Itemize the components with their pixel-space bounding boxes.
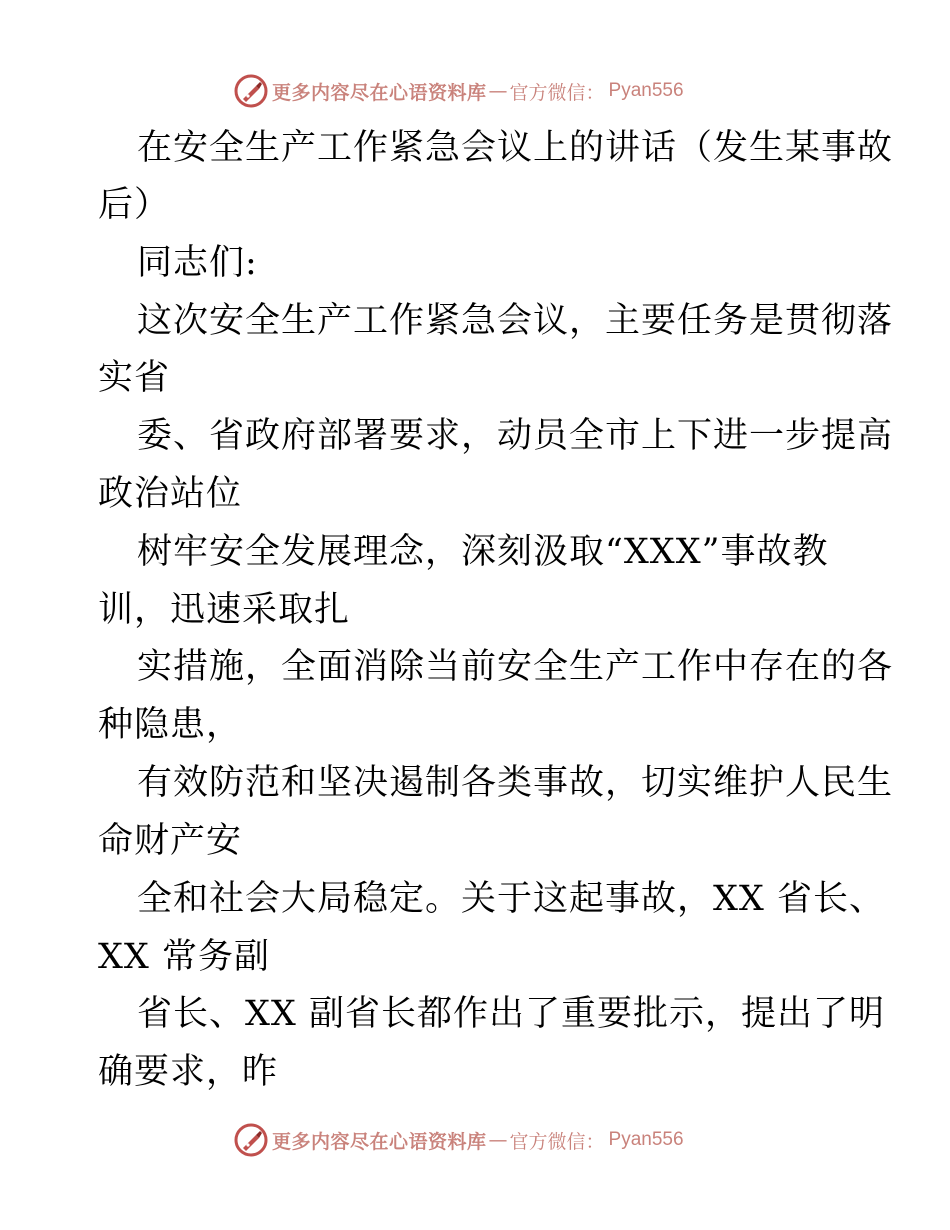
body-line: 有效防范和坚决遏制各类事故，切实维护人民生 (137, 763, 894, 803)
body-line: 训，迅速采取扎 (98, 590, 351, 630)
banner-title: 更多内容尽在心语资料库 (272, 81, 487, 104)
body-line: 省长、XX 副省长都作出了重要批示，提出了明 (137, 994, 885, 1034)
banner-wechat-label: 官方微信： (509, 81, 605, 104)
banner-dash: — (488, 80, 508, 102)
body-line: 树牢安全发展理念，深刻汲取“XXX”事故教 (137, 532, 829, 572)
banner-wechat-label: 官方微信： (509, 1130, 605, 1153)
body-line: 实省 (98, 358, 171, 398)
body-line: 政治站位 (98, 474, 243, 514)
footer-banner (234, 1122, 684, 1158)
banner-dash: — (488, 1129, 508, 1151)
body-line: 实措施，全面消除当前安全生产工作中存在的各 (137, 647, 894, 687)
body-line: 委、省政府部署要求，动员全市上下进一步提高 (137, 416, 894, 456)
header-banner (234, 73, 684, 109)
body-line: 确要求，昨 (98, 1052, 279, 1092)
body-line: 命财产安 (98, 821, 243, 861)
banner-title: 更多内容尽在心语资料库 (272, 1130, 487, 1153)
banner-wechat-id: Pyan556 (608, 1129, 684, 1150)
body-line: 这次安全生产工作紧急会议，主要任务是贯彻落 (137, 301, 894, 341)
body-line: 种隐患， (98, 705, 243, 745)
pen-nib-logo-icon (234, 74, 268, 108)
doc-title-line-1: 在安全生产工作紧急会议上的讲话（发生某事故 (137, 128, 894, 168)
pen-nib-logo-icon (234, 1123, 268, 1157)
body-line: 全和社会大局稳定。关于这起事故，XX 省长、 (137, 879, 885, 919)
banner-wechat-id: Pyan556 (608, 80, 684, 101)
doc-title-line-2: 后） (98, 185, 171, 225)
body-line: XX 常务副 (98, 937, 270, 977)
salutation: 同志们: (137, 243, 258, 283)
